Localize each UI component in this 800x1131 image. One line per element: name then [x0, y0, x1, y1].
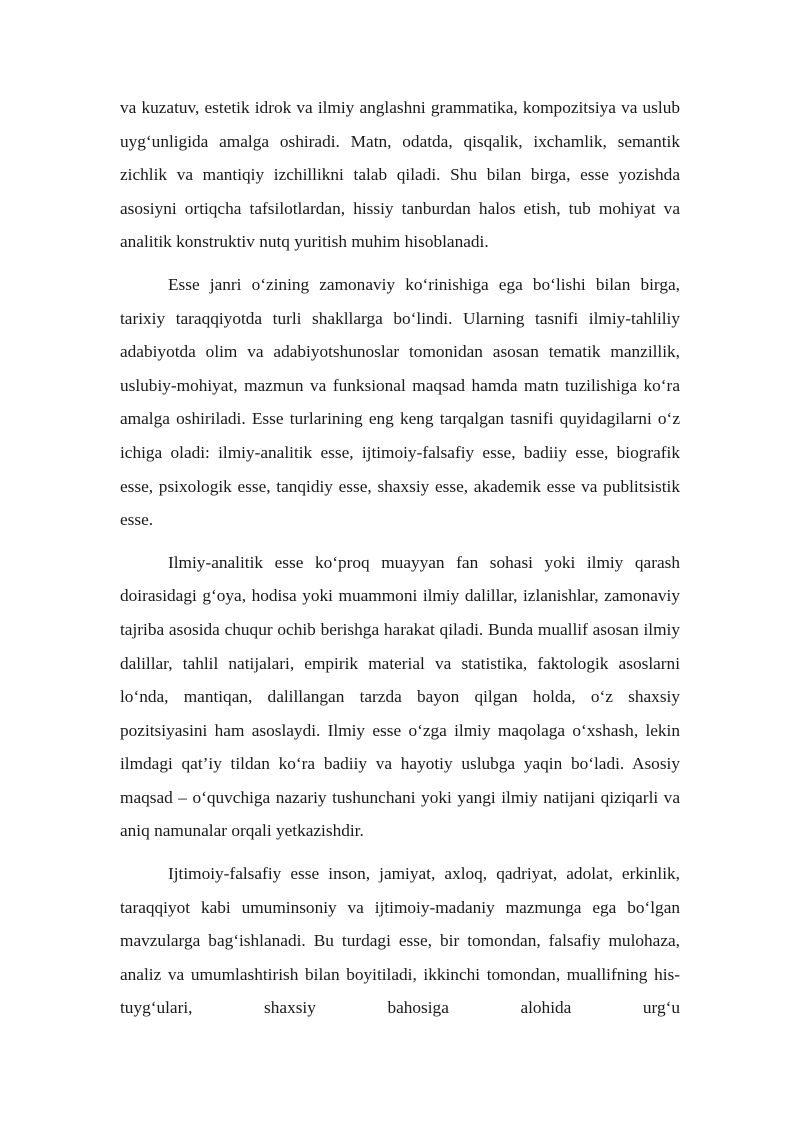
body-text: [120, 91, 680, 1025]
paragraph-1: va kuzatuv, estetik idrok va ilmiy anglashni grammatika, kompozitsiya va uslub uyg‘unligida amalga oshiradi. Matn, odatda, qisqalik, ixchamlik, semantik zichlik va mantiqiy izchillikni talab qiladi. Shu bilan birga, esse yozishda asosiyni ortiqcha tafsilotlardan, hissiy tanburdan halos etish, tub mohiyat va analitik konstruktiv nutq yuritish muhim hisoblanadi.: [120, 98, 680, 252]
paragraph-2: Esse janri o‘zining zamonaviy ko‘rinishiga ega bo‘lishi bilan birga, tarixiy taraqqiyotda turli shakllarga bo‘lindi. Ularning tasnifi ilmiy-tahliliy adabiyotda olim va adabiyotshunoslar tomonidan asosan tematik manzillik, uslubiy-mohiyat, mazmun va funksional maqsad hamda matn tuzilishiga ko‘ra amalga oshiriladi. Esse turlarining eng keng tarqalgan tasnifi quyidagilarni o‘z ichiga oladi: ilmiy-analitik esse, ijtimoiy-falsafiy esse, badiiy esse, biografik esse, psixologik esse, tanqidiy esse, shaxsiy esse, akademik esse va publitsistik esse.: [120, 274, 680, 530]
paragraph-3: Ilmiy-analitik esse ko‘proq muayyan fan sohasi yoki ilmiy qarash doirasidagi g‘oya, hodisa yoki muammoni ilmiy dalillar, izlanishlar, zamonaviy tajriba asosida chuqur ochib berishga harakat qiladi. Bunda muallif asosan ilmiy dalillar, tahlil natijalari, empirik material va statistika, faktologik asoslarni lo‘nda, mantiqan, dalillangan tarzda bayon qilgan holda, o‘z shaxsiy pozitsiyasini ham asoslaydi. Ilmiy esse o‘zga ilmiy maqolaga o‘xshash, lekin ilmdagi qat’iy tildan ko‘ra badiiy va hayotiy uslubga yaqin bo‘ladi. Asosiy maqsad – o‘quvchiga nazariy tushunchani yoki yangi ilmiy natijani qiziqarli va aniq namunalar orqali yetkazishdir.: [120, 552, 680, 841]
paragraph-4: Ijtimoiy-falsafiy esse inson, jamiyat, axloq, qadriyat, adolat, erkinlik, taraqqiyot kabi umuminsoniy va ijtimoiy-madaniy mazmunga ega bo‘lgan mavzularga bag‘ishlanadi. Bu turdagi esse, bir tomondan, falsafiy mulohaza, analiz va umumlashtirish bilan boyitiladi, ikkinchi tomondan, muallifning his-tuyg‘ulari, shaxsiy bahosiga alohida urg‘u: [120, 864, 680, 1018]
